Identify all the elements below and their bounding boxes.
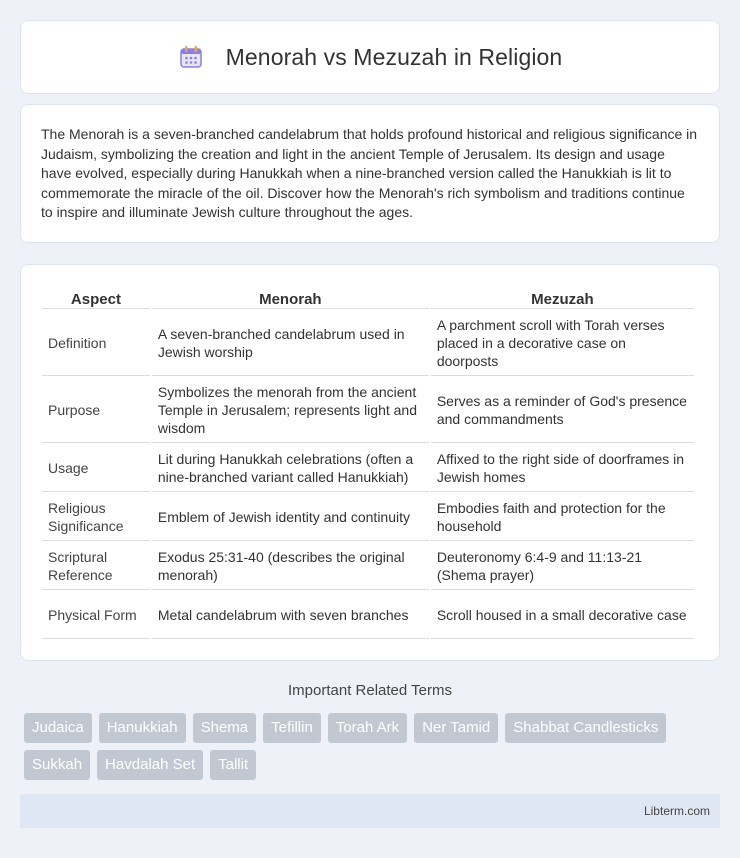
header-menorah: Menorah [152,287,429,309]
page-title: Menorah vs Mezuzah in Religion [225,43,563,70]
cell-aspect: Scriptural Reference [42,543,150,590]
tag-judaica[interactable]: Judaica [24,713,92,743]
cell-mezuzah: Serves as a reminder of God's presence and commandments [431,378,694,443]
cell-menorah: Exodus 25:31-40 (describes the original menorah) [152,543,429,590]
intro-text: The Menorah is a seven-branched candelabrum that holds profound historical and religious significance in Judaism, symbolizing the creation and light in the ancient Temple of Jerusalem. Its design and usage have evolved, especially during Hanukkah when a nine-branched version called the Hanukkiah is lit to commemorate the miracle of the oil. Discover how the Menorah's rich symbolism and traditions continue to inspire and illuminate Jewish culture throughout the ages. [41,126,698,221]
table-header-row [42,287,694,309]
tag-tefillin[interactable]: Tefillin [263,713,321,743]
tag-shema[interactable]: Shema [193,713,257,743]
table-row [42,378,694,443]
cell-menorah: A seven-branched candelabrum used in Jewish worship [152,311,429,376]
intro-card [20,104,720,243]
cell-menorah: Emblem of Jewish identity and continuity [152,494,429,541]
title-card [20,20,720,94]
footer-site-link[interactable]: Libterm.com [643,804,710,818]
cell-aspect: Definition [42,311,150,376]
table-row [42,592,694,639]
tag-havdalah-set[interactable]: Havdalah Set [97,750,203,780]
tag-tallit[interactable]: Tallit [210,750,256,780]
comparison-table [40,285,696,641]
footer [20,794,720,828]
cell-aspect: Usage [42,445,150,492]
header-mezuzah: Mezuzah [431,287,694,309]
cell-aspect: Physical Form [42,592,150,639]
related-terms-title: Important Related Terms [288,682,452,699]
cell-menorah: Metal candelabrum with seven branches [152,592,429,639]
tag-hanukkiah[interactable]: Hanukkiah [99,713,186,743]
cell-mezuzah: Scroll housed in a small decorative case [431,592,694,639]
cell-mezuzah: A parchment scroll with Torah verses placed in a decorative case on doorposts [431,311,694,376]
tag-shabbat-candlesticks[interactable]: Shabbat Candlesticks [505,713,666,743]
tag-sukkah[interactable]: Sukkah [24,750,90,780]
cell-aspect: Purpose [42,378,150,443]
tag-ner-tamid[interactable]: Ner Tamid [414,713,498,743]
tag-torah-ark[interactable]: Torah Ark [328,713,407,743]
calendar-icon [178,44,204,70]
cell-menorah: Lit during Hanukkah celebrations (often a nine-branched variant called Hanukkiah) [152,445,429,492]
table-row [42,311,694,376]
table-row [42,445,694,492]
cell-menorah: Symbolizes the menorah from the ancient Temple in Jerusalem; represents light and wisdom [152,378,429,443]
table-row [42,543,694,590]
cell-aspect: Religious Significance [42,494,150,541]
cell-mezuzah: Embodies faith and protection for the household [431,494,694,541]
cell-mezuzah: Deuteronomy 6:4-9 and 11:13-21 (Shema prayer) [431,543,694,590]
cell-mezuzah: Affixed to the right side of doorframes in Jewish homes [431,445,694,492]
table-row [42,494,694,541]
header-aspect: Aspect [42,287,150,309]
comparison-card [20,264,720,661]
related-terms-list [24,713,724,787]
